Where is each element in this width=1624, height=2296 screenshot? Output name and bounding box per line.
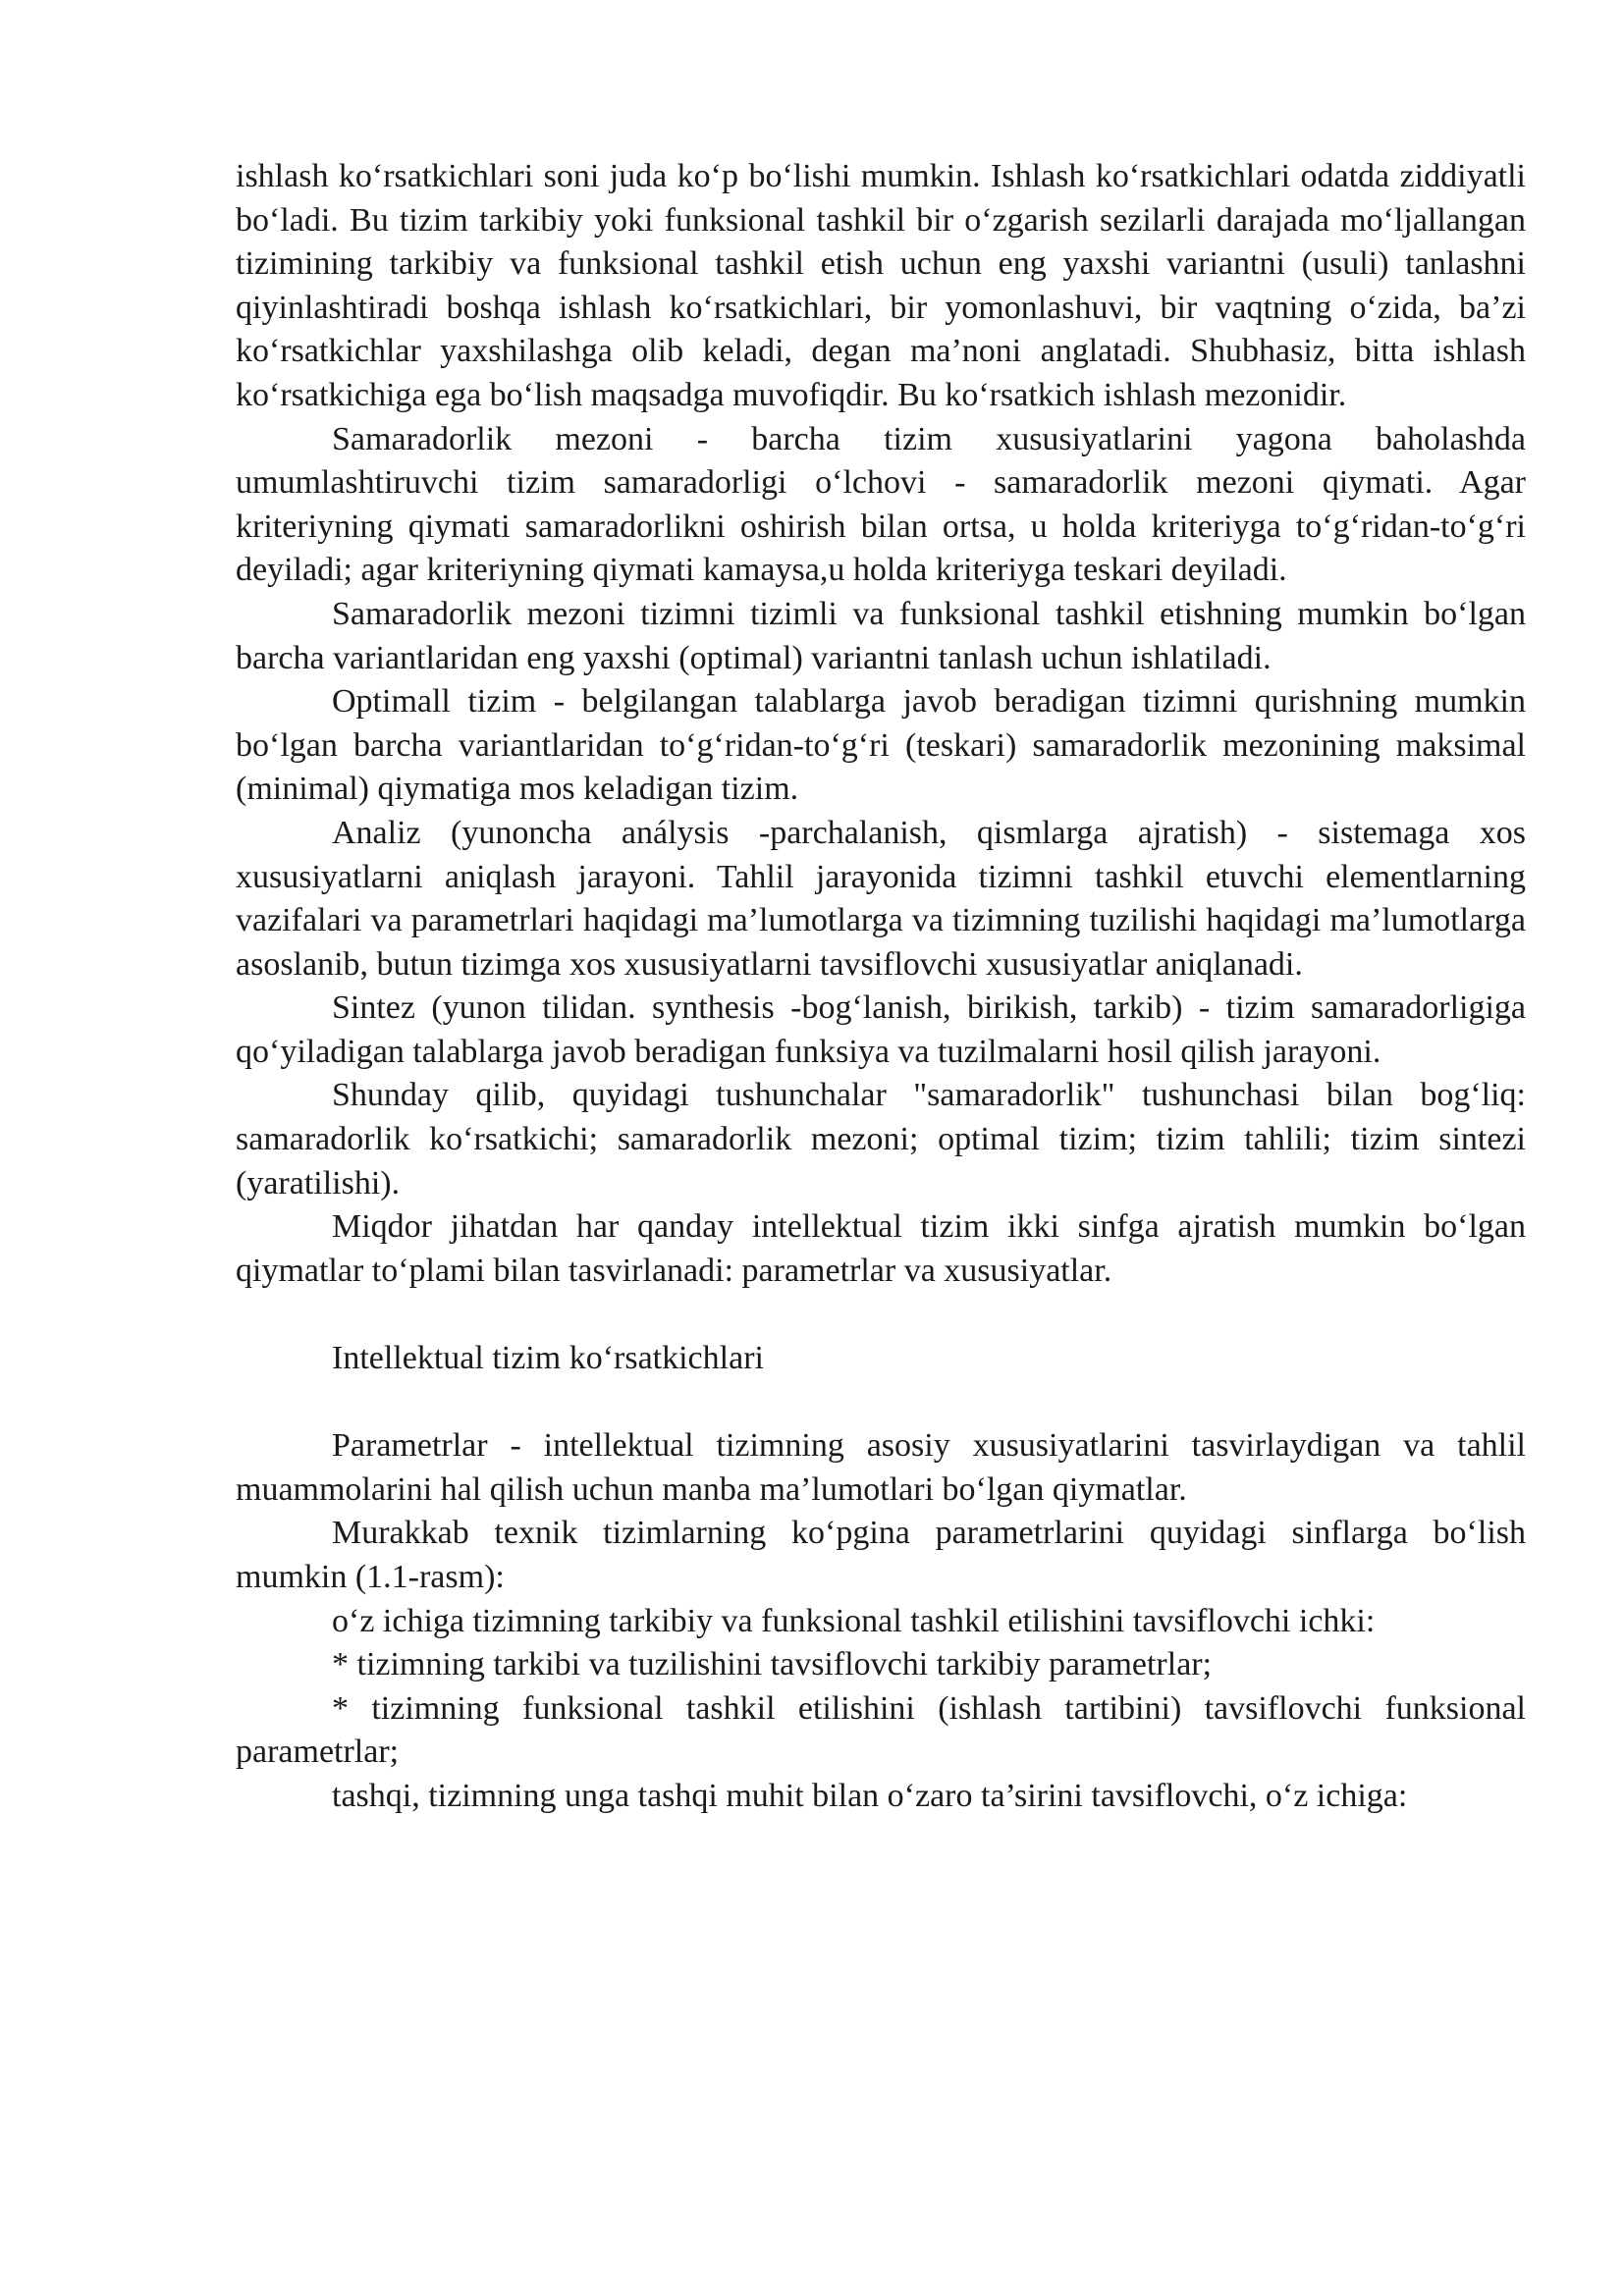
list-item-structural-parameters: * tizimning tarkibi va tuzilishini tavsiflovchi tarkibiy parametrlar;	[332, 1646, 1213, 1683]
paragraph-efficiency-criterion: Samaradorlik mezoni - barcha tizim xususiyatlarini yagona baholashda umumlashtiruvchi tizim samaradorligi o‘lchovi - samaradorlik mezoni qiymati. Agar kriteriyning qiymati samaradorlikni oshirish bilan ortsa, u holda kriteriyga to‘g‘ridan-to‘g‘ri deyiladi; agar kriteriyning qiymati kamaysa,u holda kriteriyga teskari deyiladi.	[236, 420, 1526, 589]
paragraph-quantitative-description: Miqdor jihatdan har qanday intellektual tizim ikki sinfga ajratish mumkin bo‘lgan qiymatlar to‘plami bilan tasvirlanadi: parametrlar va xususiyatlar.	[236, 1208, 1526, 1289]
list-item-external: tashqi, tizimning unga tashqi muhit bilan o‘zaro ta’sirini tavsiflovchi, o‘z ichiga:	[332, 1777, 1408, 1814]
list-item-functional-parameters: * tizimning funksional tashkil etilishini (ishlash tartibini) tavsiflovchi funksional parametrlar;	[236, 1689, 1526, 1771]
paragraph-parameter-classes: Murakkab texnik tizimlarning ko‘pgina parametrlarini quyidagi sinflarga bo‘lish mumkin (1.1-rasm):	[236, 1515, 1526, 1595]
paragraph-synthesis: Sintez (yunon tilidan. synthesis -bog‘lanish, birikish, tarkib) - tizim samaradorligiga qo‘yiladigan talablarga javob beradigan funksiya va tuzilmalarni hosil qilish jarayoni.	[236, 989, 1526, 1070]
paragraph-analysis: Analiz (yunoncha análysis -parchalanish, qismlarga ajratish) - sistemaga xos xususiyatlarni aniqlash jarayoni. Tahlil jarayonida tizimni tashkil etuvchi elementlarning vazifalari va parametrlari haqidagi ma’lumotlarga va tizimning tuzilishi haqidagi ma’lumotlarga asoslanib, butun tizimga xos xususiyatlarni tavsiflovchi xususiyatlar aniqlanadi.	[236, 814, 1526, 983]
paragraph-criterion-usage: Samaradorlik mezoni tizimni tizimli va funksional tashkil etishning mumkin bo‘lgan barcha variantlaridan eng yaxshi (optimal) variantni tanlash uchun ishlatiladi.	[236, 595, 1526, 676]
section-heading: Intellektual tizim ko‘rsatkichlari	[332, 1340, 764, 1377]
list-item-internal: o‘z ichiga tizimning tarkibiy va funksional tashkil etilishini tavsiflovchi ichki:	[332, 1602, 1376, 1639]
paragraph-concepts-summary: Shunday qilib, quyidagi tushunchalar "samaradorlik" tushunchasi bilan bog‘liq: samaradorlik ko‘rsatkichi; samaradorlik mezoni; optimal tizim; tizim tahlili; tizim sintezi (yaratilishi).	[236, 1077, 1526, 1201]
paragraph-optimal-system: Optimall tizim - belgilangan talablarga javob beradigan tizimni qurishning mumkin bo‘lgan barcha variantlaridan to‘g‘ridan-to‘g‘ri (teskari) samaradorlik mezonining maksimal (minimal) qiymatiga mos keladigan tizim.	[236, 683, 1526, 808]
text-column	[236, 155, 1526, 1819]
paragraph-performance-indicators: ishlash ko‘rsatkichlari soni juda ko‘p bo‘lishi mumkin. Ishlash ko‘rsatkichlari odatda ziddiyatli bo‘ladi. Bu tizim tarkibiy yoki funksional tashkil bir o‘zgarish sezilarli darajada mo‘ljallangan tizimining tarkibiy va funksional tashkil etish uchun eng yaxshi variantni (usuli) tanlashni qiyinlashtiradi boshqa ishlash ko‘rsatkichlari, bir yomonlashuvi, bir vaqtning o‘zida, ba’zi ko‘rsatkichlar yaxshilashga olib keladi, degan ma’noni anglatadi. Shubhasiz, bitta ishlash ko‘rsatkichiga ega bo‘lish maqsadga muvofiqdir. Bu ko‘rsatkich ishlash mezonidir.	[236, 158, 1526, 413]
paragraph-parameters-definition: Parametrlar - intellektual tizimning asosiy xususiyatlarini tasvirlaydigan va tahlil muammolarini hal qilish uchun manba ma’lumotlari bo‘lgan qiymatlar.	[236, 1427, 1526, 1508]
